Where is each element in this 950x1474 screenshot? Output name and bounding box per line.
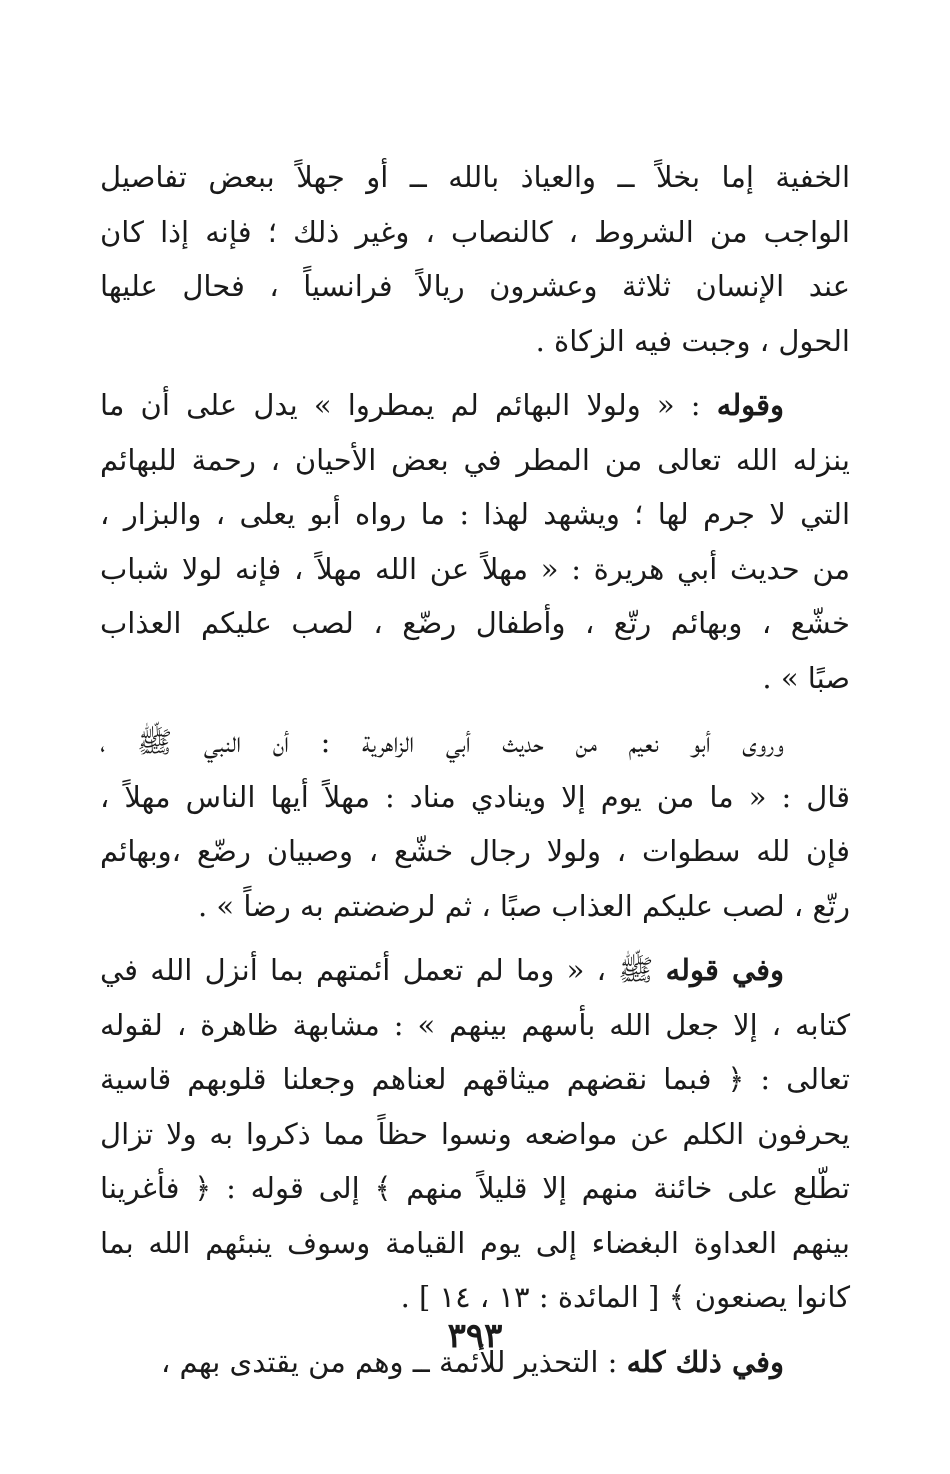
text-fragment: : « ولولا البهائم لم يمطروا » يدل على أن ما (100, 388, 717, 422)
text-line: التي لا جرم لها ؛ ويشهد لهذا : ما رواه أبو يعلى ، والبزار ، (100, 497, 850, 531)
paragraph-1 (100, 150, 850, 368)
text-line: خشّع ، وبهائم رتّع ، وأطفال رضّع ، لصب عليكم العذاب (100, 606, 850, 640)
paragraph-lead: وفي ذلك كله (626, 1344, 784, 1379)
page-number: ٣٩٣ (447, 1316, 503, 1356)
text-line: يحرفون الكلم عن مواضعه ونسوا حظاً مما ذكروا به ولا تزال (100, 1116, 850, 1151)
text-line: الحول ، وجبت فيه الزكاة . (535, 323, 850, 358)
text-line: تعالى : ﴿ فبما نقضهم ميثاقهم لعناهم وجعلنا قلوبهم قاسية (100, 1062, 850, 1096)
text-line: الواجب من الشروط ، كالنصاب ، وغير ذلك ؛ فإنه إذا كان (100, 214, 850, 249)
text-line (100, 378, 850, 433)
paragraph-lead: وقوله (716, 388, 784, 422)
text-line: الخفية إما بخلاً ــ والعياذ بالله ــ أو جهلاً ببعض تفاصيل (100, 160, 850, 194)
text-line: ينزله الله تعالى من المطر في بعض الأحيان ، رحمة للبهائم (100, 442, 850, 477)
paragraph-lead: وفي قوله (665, 953, 784, 987)
paragraph-3 (100, 715, 850, 933)
paragraph-2 (100, 378, 850, 705)
text-line: تطّلع على خائنة منهم إلا قليلاً منهم ﴾ إلى قوله : ﴿ فأغرينا (100, 1171, 850, 1205)
document-page (100, 150, 850, 1389)
text-line: صبًا » . (762, 660, 850, 695)
text-line: فإن لله سطوات ، ولولا رجال خشّع ، وصبيان رضّع ،وبهائم (100, 834, 850, 868)
text-line: كتابه ، إلا جعل الله بأسهم بينهم » : مشابهة ظاهرة ، لقوله (100, 1007, 850, 1042)
text-line: كانوا يصنعون ﴾ [ المائدة : ١٣ ، ١٤ ] . (400, 1280, 850, 1314)
text-line: بينهم العداوة البغضاء إلى يوم القيامة وسوف ينبئهم الله بما (100, 1225, 850, 1260)
text-line: وروى أبو نعيم من حديث أبي الزاهرية : أن النبي ﷺ ، (100, 725, 784, 759)
text-fragment: ﷺ ، « وما لم تعمل أئمتهم بما أنزل الله في (100, 953, 666, 987)
text-line (100, 943, 850, 998)
paragraph-4 (100, 943, 850, 1325)
text-line: عند الإنسان ثلاثة وعشرون ريالاً فرانسياً ، فحال عليها (100, 269, 850, 303)
text-line: من حديث أبي هريرة : « مهلاً عن الله مهلاً ، فإنه لولا شباب (100, 551, 850, 586)
text-line: قال : « ما من يوم إلا وينادي مناد : مهلاً أيها الناس مهلاً ، (100, 779, 850, 814)
text-fragment: : التحذير للأئمة ــ وهم من يقتدى بهم ، (160, 1344, 627, 1379)
text-line: رتّع ، لصب عليكم العذاب صبًا ، ثم لرضضتم به رضاً » . (197, 888, 850, 923)
